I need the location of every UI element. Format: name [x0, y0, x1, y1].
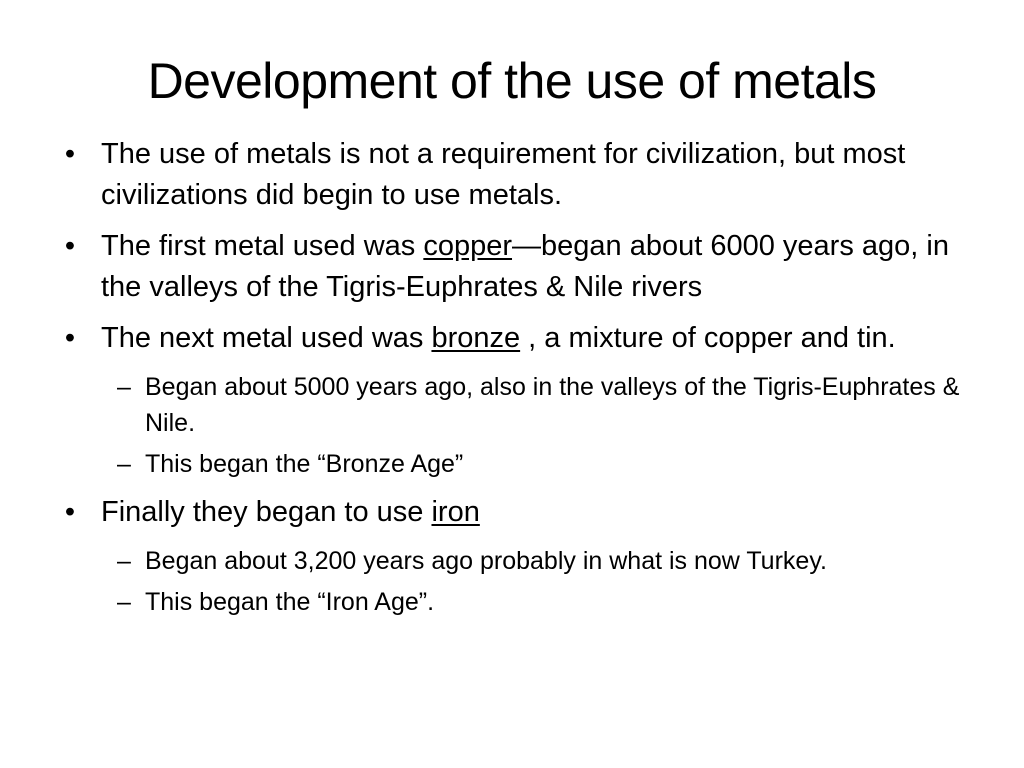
sub-list: [60, 369, 960, 482]
dash-marker: –: [117, 547, 131, 575]
bullet-text: The first metal used was: [101, 230, 424, 262]
dash-marker: –: [117, 588, 131, 616]
sub-bullet-text: This began the “Iron Age”.: [145, 588, 435, 616]
dash-marker: –: [117, 373, 131, 401]
bullet-text: The next metal used was: [101, 322, 432, 354]
sub-bullet-item: [60, 369, 960, 441]
sub-bullet-item: [60, 446, 960, 482]
bullet-marker: •: [64, 230, 76, 262]
bullet-text: —began about 6000 years ago, in the valleys of the Tigris-Euphrates & Nile rivers: [101, 230, 949, 303]
slide-title: Development of the use of metals: [147, 53, 877, 109]
bullet-item: [60, 226, 960, 308]
sub-bullet-text: This began the “Bronze Age”: [145, 450, 464, 478]
slide-body: [60, 134, 960, 630]
bullet-item: [60, 492, 960, 533]
sub-bullet-text: Began about 3,200 years ago probably in what is now Turkey.: [145, 547, 827, 575]
dash-marker: –: [117, 450, 131, 478]
underlined-term: iron: [431, 496, 480, 528]
bullet-marker: •: [64, 322, 76, 354]
bullet-text: Finally they began to use: [101, 496, 432, 528]
bullet-marker: •: [64, 138, 76, 170]
bullet-item: [60, 134, 960, 216]
bullet-text: , a mixture of copper and tin.: [520, 322, 896, 354]
bullet-item: [60, 318, 960, 359]
bullet-text: The use of metals is not a requirement for civilization, but most civilizations did begin to use metals.: [101, 138, 906, 211]
sub-bullet-item: [60, 543, 960, 579]
underlined-term: copper: [423, 230, 513, 262]
bullet-marker: •: [64, 496, 76, 528]
underlined-term: bronze: [431, 322, 521, 354]
sub-bullet-text: Began about 5000 years ago, also in the valleys of the Tigris-Euphrates & Nile.: [145, 373, 960, 437]
sub-list: [60, 543, 960, 620]
sub-bullet-item: [60, 584, 960, 620]
